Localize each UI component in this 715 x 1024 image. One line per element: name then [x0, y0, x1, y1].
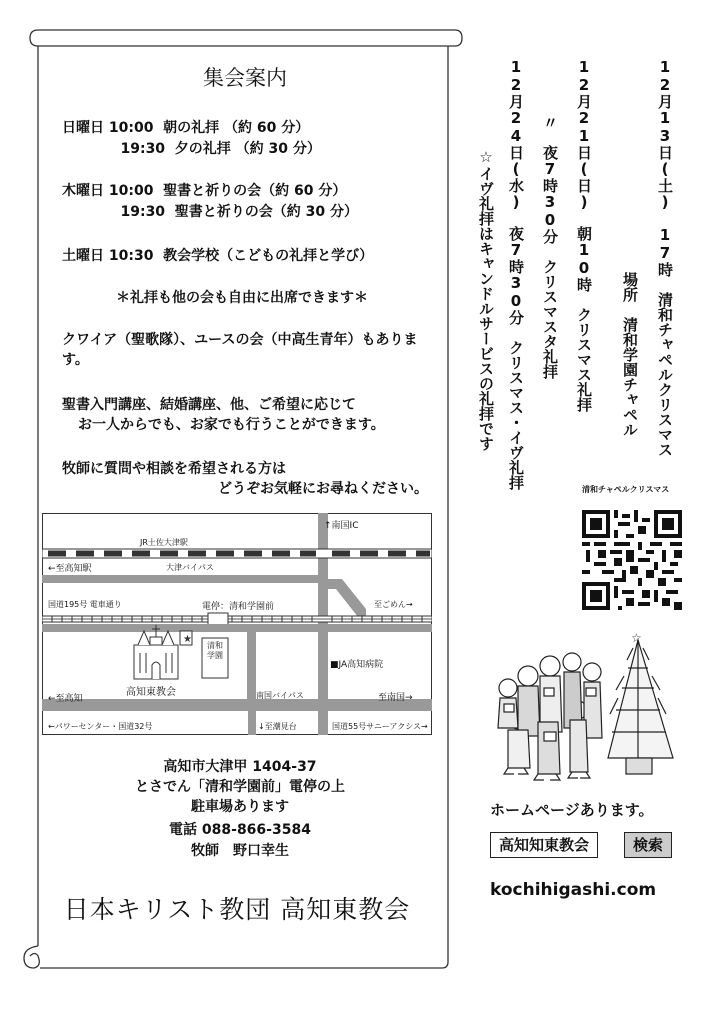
- map-label-church: 高知東教会: [126, 687, 176, 698]
- map-label-power-center: ←パワーセンター・国道32号: [48, 722, 153, 731]
- carolers-illustration: [488, 628, 698, 788]
- parking-note: 駐車場あります: [191, 799, 289, 815]
- map-label-nankoku-ic: ↑南国IC: [324, 521, 359, 531]
- pastor-name: 牧師 野口幸生: [191, 843, 289, 859]
- pastor-note-1: 牧師に質問や相談を希望される方は: [62, 461, 286, 477]
- church-name: 日本キリスト教団 高知東教会: [63, 895, 411, 924]
- address-line-1: 高知市大津甲 1404-37: [163, 759, 317, 775]
- map-label-nankoku-bypass: 南国バイパス: [256, 691, 304, 700]
- svg-text:☆: ☆: [631, 631, 642, 645]
- map-label-tram-stop: 電停：清和学園前: [202, 602, 275, 612]
- choir-note: クワイア（聖歌隊）、ユースの会（中高生青年）もあります。: [62, 332, 418, 368]
- course-note-1: 聖書入門講座、結婚講座、他、ご希望に応じて: [62, 397, 356, 413]
- map-label-to-nankoku: 至南国→: [378, 693, 413, 703]
- map-label-seiwa-gakuen: 清和学園: [207, 641, 223, 660]
- map-label-otsu-bypass: 大津バイパス: [166, 563, 214, 572]
- schedule-thursday-morning: 木曜日 10:00 聖書と祈りの会（約 60 分）: [62, 183, 347, 199]
- search-button[interactable]: 検索: [624, 832, 672, 858]
- address-line-2: とさでん「清和学園前」電停の上: [135, 779, 345, 795]
- schedule-sunday-morning: 日曜日 10:00 朝の礼拝 （約 60 分）: [62, 120, 310, 136]
- course-note-2: お一人からでも、お家でも行うことができます。: [78, 417, 385, 433]
- access-map: [42, 513, 432, 735]
- homepage-url[interactable]: kochihigashi.com: [490, 880, 657, 900]
- christmas-candle-note: ☆イヴ礼拝はキャンドルサービスの礼拝です: [477, 148, 495, 451]
- schedule-thursday-evening: 19:30 聖書と祈りの会（約 30 分）: [62, 204, 359, 220]
- freedom-note: ＊礼拝も他の会も自由に出席できます＊: [116, 290, 368, 306]
- schedule-sunday-evening: 19:30 夕の礼拝 （約 30 分）: [62, 141, 321, 157]
- schedule-saturday: 土曜日 10:30 教会学校（こどもの礼拝と学び）: [62, 248, 374, 264]
- search-term-box[interactable]: 高知知東教会: [490, 832, 598, 858]
- map-label-to-kochi-station: ←至高知駅: [48, 564, 92, 574]
- pastor-note-2: どうぞお気軽にお尋ねください。: [218, 481, 428, 497]
- christmas-event-1: 12月13日(土) 17時 清和チャペルクリスマス: [656, 58, 674, 457]
- qr-code[interactable]: [582, 510, 682, 610]
- page-title: 集会案内: [203, 66, 287, 90]
- map-label-ja-hospital: ■JA高知病院: [330, 660, 384, 670]
- christmas-event-2: 12月21日(日) 朝10時 クリスマス礼拝: [575, 58, 593, 412]
- map-label-to-gomen: 至ごめん→: [374, 600, 413, 609]
- phone-number: 電話 088-866-3584: [169, 822, 311, 838]
- map-label-to-shiomidai: ↓至潮見台: [258, 722, 297, 731]
- christmas-venue: 場所 清和学園チャペル: [621, 272, 639, 437]
- map-label-route195: 国道195号 電車通り: [48, 600, 122, 609]
- christmas-event-3: 〃 夜7時30分 クリスマスタ礼拝: [541, 115, 559, 379]
- christmas-event-4: 12月24日(水) 夜7時30分 クリスマス・イヴ礼拝: [507, 58, 525, 490]
- map-label-to-kochi: ←至高知: [48, 694, 83, 704]
- homepage-label: ホームページあります。: [490, 801, 654, 819]
- svg-text:★: ★: [183, 634, 192, 645]
- qr-caption: 清和チャペルクリスマス: [582, 485, 670, 494]
- map-label-route55: 国道55号サニーアクシス→: [332, 722, 428, 731]
- map-label-jr-station: JR土佐大津駅: [140, 538, 188, 547]
